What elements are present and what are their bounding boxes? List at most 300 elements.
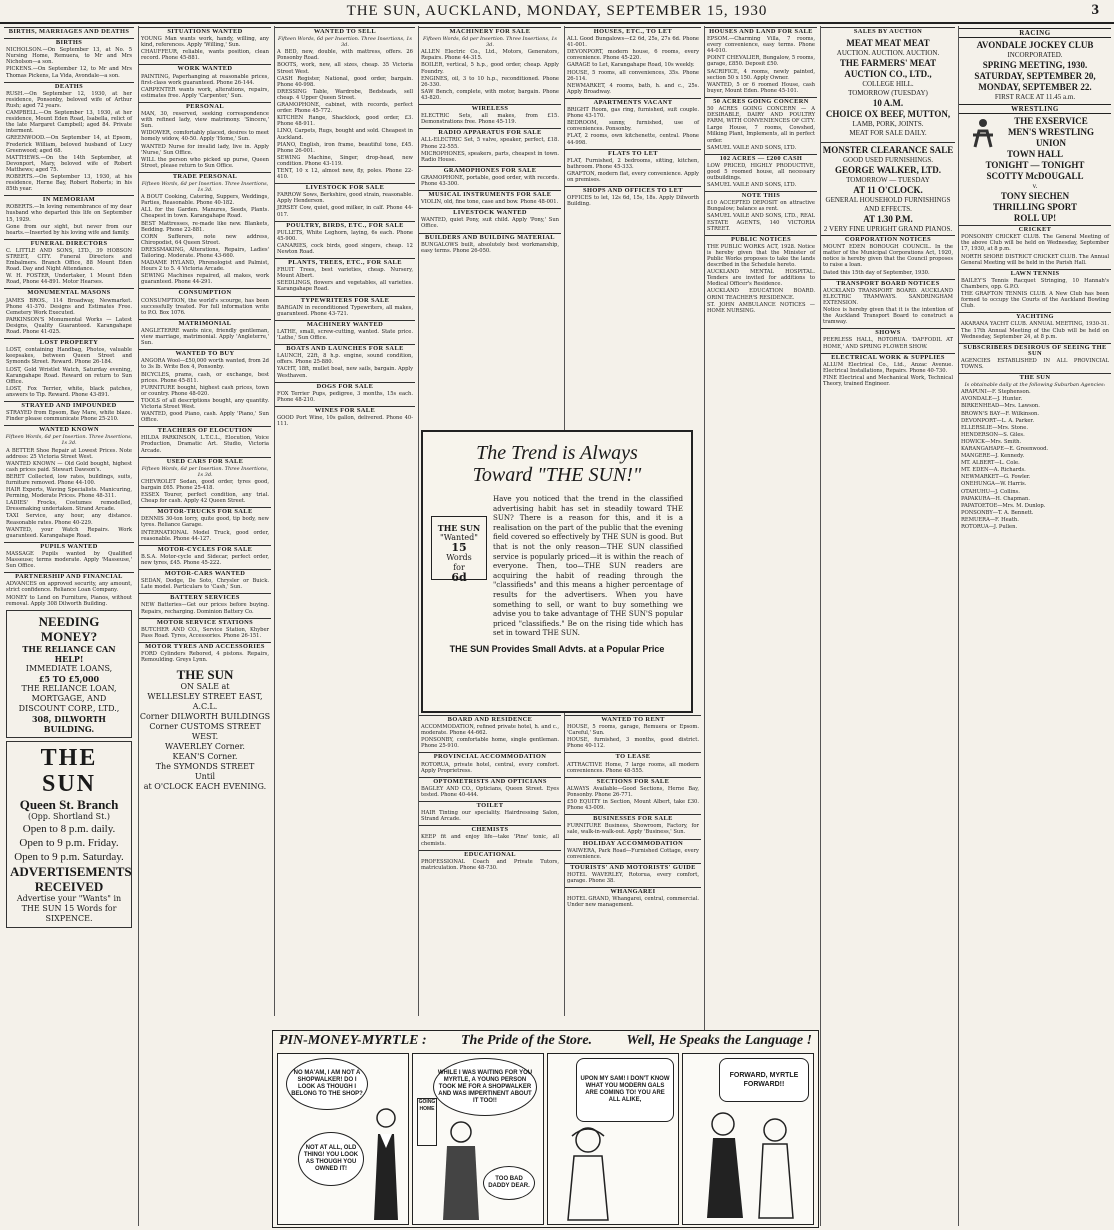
classified-ad: BEDROOM, sunny, furnished, use of conveniences. Ponsonby. [567, 120, 699, 133]
classified-ad: GREENWOOD.—On September 14, at Epsom, Frederick William, beloved husband of Lucy Greenwood; aged 68. [6, 135, 132, 154]
section-heading: TOURISTS' AND MOTORISTS' GUIDE [565, 863, 701, 871]
classified-ad: LOST, Gold Wristlet Watch, Saturday evening, Karangahape Road. Reward on return to Sun Office. [6, 366, 132, 385]
section-heading: WHANGAREI [565, 887, 701, 895]
section-heading: PUPILS WANTED [4, 542, 134, 550]
classified-ad: KEEP fit and enjoy life—take 'Pine' tonic, all chemists. [421, 834, 559, 847]
classified-ad: JAMES BROS., 114 Broadway, Newmarket. Phone 41-370. Designs and Estimates Free. Cemetery Work Executed. [6, 297, 132, 316]
classified-ad: FARROW Sows, Berkshire, good strain, reasonable. Apply Henderson. [277, 192, 413, 205]
col4b-section [419, 850, 561, 871]
col4-section [419, 27, 561, 101]
section-heading: PUBLIC NOTICES [705, 235, 817, 243]
col4-section [419, 104, 561, 125]
wrestling-ad [959, 116, 1111, 224]
col1-section [4, 27, 134, 35]
masthead [0, 0, 1114, 24]
classified-ad: CORN Sufferers, note new address, Chiropodist, 64 Queen Street. [141, 233, 269, 246]
section-heading: EDUCATIONAL [419, 850, 561, 858]
comic-panel-3 [547, 1053, 679, 1225]
classified-ad: ELECTRIC Sets, all makes, from £15. Demonstrations free. Phone 45-119. [421, 113, 559, 126]
section-heading: MOTOR-CYCLES FOR SALE [139, 545, 271, 553]
classified-ad: AUCKLAND EDUCATION BOARD. ORINI TEACHER'S RESIDENCE. [707, 288, 815, 301]
classified-ad: OFFICES to let, 12s 6d, 15s, 18s. Apply Dilworth Building. [567, 195, 699, 208]
trend-body: Have you noticed that the trend in the classified advertising habit has set in steadily toward THE SUN? There is a reason for this, and it is a realisation on the part of the public that the evening field covered so effectively by THE SUN is good. But that is not the only reason—THE SUN classified service is popularly priced—it is within the reach of everyone. Then, too—THE SUN readers are acquiring the habit of reading through the "classifieds" and this means a higher percentage of results for the advertisers. When you have something to sell, or want to buy something we advise you to take advantage of THE SUN'S popular priced "classifieds." Be on the rising tide which has set in toward THE SUN. [493, 494, 683, 638]
section-heading: YACHTING [959, 312, 1111, 320]
agent-line: KEAN'S Corner. [172, 752, 238, 762]
col1-section [4, 401, 134, 422]
classified-ad: ELLERSLIE—Mrs. Stone. [961, 424, 1028, 431]
col5b-section [565, 715, 701, 749]
panel-1-bubble-2: NOT AT ALL, OLD THING! YOU LOOK AS THOUGH YOU OWNED IT! [298, 1132, 364, 1186]
classified-ad: OTAHUHU—J. Collins. [961, 488, 1020, 495]
classified-ad: BARGAIN in reconditioned Typewriters, all makes, guaranteed. Phone 43-721. [277, 304, 413, 317]
trend-ad-box [421, 430, 693, 713]
agent-line: WAVERLEY Corner. [165, 742, 245, 752]
classified-ad: FURNITURE Business, Showroom, Factory, for sale, walk-in-walk-out. Apply 'Business,' Sun. [567, 823, 699, 836]
wrestling-l4: SCOTTY McDOUGALL [986, 171, 1084, 182]
classified-ad: ANGORA Wool—£50,000 worth wanted, from 2d to 3s lb. Write Box 4, Ponsonby. [141, 358, 269, 371]
wrestling-l1: THE EXSERVICE MEN'S WRESTLING UNION [1007, 116, 1095, 149]
col7b-section [821, 279, 955, 326]
classified-ad: SEEDLINGS, flowers and vegetables, all varieties. Karangahape Road. [277, 280, 413, 293]
section-heading: DOGS FOR SALE [275, 382, 415, 390]
section-heading: LIVESTOCK WANTED [419, 208, 561, 216]
section-heading: 50 ACRES GOING CONCERN [705, 97, 817, 105]
classified-ad: PONSONBY CRICKET CLUB. The General Meeting of the above Club will be held on Wednesday, September 17, 1930, at 8 p.m. [961, 234, 1109, 253]
meat-l2: AUCTION. AUCTION. AUCTION. [836, 49, 940, 58]
section-heading: PROVINCIAL ACCOMMODATION [419, 752, 561, 760]
classified-ad: ACCOMMODATION, refined private hotel, h. and c., moderate. Phone 44-662. [421, 724, 559, 737]
column-7-lower-sections [821, 235, 955, 387]
classified-ad: FRUIT Trees, best varieties, cheap. Nursery, Mount Albert. [277, 267, 413, 280]
classified-ad: A BED, new, double, with mattress, offers. 26 Ponsonby Road. [277, 49, 413, 62]
col8-section [959, 225, 1111, 266]
classified-ad: ALL-ELECTRIC Set, 5 valve, speaker, perfect, £18. Phone 22-555. [421, 137, 559, 150]
section-heading: WORK WANTED [139, 64, 271, 72]
col2-section [139, 507, 271, 541]
wrestling-l2: TOWN HALL [1006, 149, 1064, 160]
classified-ad: PAPATOETOE—Mrs. M. Dunlop. [961, 502, 1046, 509]
wanted-l3: 15 [451, 541, 467, 554]
col1-section [4, 542, 134, 569]
col5b-section [565, 777, 701, 811]
col8-section [959, 269, 1111, 310]
col2-section [139, 102, 271, 169]
section-heading: CHEMISTS [419, 825, 561, 833]
section-heading: SALES BY AUCTION [821, 27, 955, 35]
classified-ad: HOUSE, 5 rooms, all conveniences, 35s. Phone 26-114. [567, 69, 699, 82]
classified-ad: MADAME HYLAND, Phrenologist and Palmist, Hours 2 to 5. 4 Victoria Arcade. [141, 260, 269, 273]
classified-ad: ESSEX Tourer, perfect condition, any trial. Cheap for cash. Apply 42 Queen Street. [141, 492, 269, 505]
classified-ad: WANTED, 5 or 6 roomed House, cash buyer, Mount Eden. Phone 45-101. [707, 81, 815, 94]
clear-l2: GOOD USED FURNISHINGS. [842, 156, 934, 165]
classified-ad: YOUNG Man wants work, handy, willing, any kind, references. Apply 'Willing,' Sun. [141, 36, 269, 49]
meat-l9: MEAT FOR SALE DAILY. [849, 129, 927, 138]
col1-section [4, 82, 134, 193]
col5b-section [565, 752, 701, 773]
col2-section [139, 618, 271, 639]
section-heading: ELECTRICAL WORK & SUPPLIES [821, 353, 955, 361]
section-heading: OPTOMETRISTS AND OPTICIANS [419, 777, 561, 785]
classified-ad: BAGLEY AND CO., Opticians, Queen Street. Eyes tested. Phone 40-444. [421, 785, 559, 798]
section-heading: CRICKET [959, 225, 1111, 233]
racing-l2: INCORPORATED. [1007, 51, 1063, 60]
classified-ad: SAMUEL VAILE AND SONS, LTD. [707, 144, 797, 151]
classified-ad: BEST Mattresses, re-made like new. Blankets, Bedding. Phone 22-881. [141, 220, 269, 233]
classified-ad: ADVANCES on approved security, any amount, strict confidence. Reliance Loan Company. [6, 581, 132, 594]
classified-ad: HAIR Experts, Waving Specialists. Manicuring, Perming, Moderate Prices. Phone 48-311. [6, 487, 132, 500]
section-heading: SHOWS [821, 328, 955, 336]
reliance-loan-ad [6, 610, 132, 738]
daddy-figure-icon [437, 1118, 485, 1222]
col1-section [4, 38, 134, 79]
section-heading: CORPORATION NOTICES [821, 235, 955, 243]
col4b-section [419, 801, 561, 822]
section-heading: WINES FOR SALE [275, 406, 415, 414]
classified-ad: A BOUT Cooking, Catering, Suppers, Weddings, Parties, Reasonable. Phone 40-182. [141, 194, 269, 207]
meat-l8: LAMB, PORK, JOINTS. [852, 120, 924, 129]
classified-ad: GRAFTON, modern flat, every convenience. Apply on premises. [567, 170, 699, 183]
branch-hours-2: Open to 9 p.m. Friday. [19, 836, 119, 849]
classified-ad: HOUSE, 5 rooms, garage, Remuera or Epsom. 'Careful,' Sun. [567, 724, 699, 737]
classified-ad: ST. JOHN AMBULANCE NOTICES — HOME NURSING. [707, 301, 815, 314]
trend-title-1: The Trend is Always [476, 442, 638, 464]
classified-ad: ROBERTS.—On September 13, 1930, at his residence, Herne Bay, Robert Roberts; in his 85th year. [6, 173, 132, 193]
col5b-section [565, 814, 701, 835]
classified-ad: ALLEN Electric Co., Ltd., Motors, Generators, Repairs. Phone 44-315. [421, 49, 559, 62]
col5b-section [565, 863, 701, 884]
branch-hours-1: Open to 8 p.m. daily. [22, 822, 116, 835]
classified-ad: SACRIFICE, 4 rooms, newly painted, section 50 x 150. Apply Owner. [707, 68, 815, 81]
classified-ad: MONEY to Lend on Furniture, Pianos, without removal. Apply 308 Dilworth Building. [6, 594, 132, 607]
classified-ad: FURNITURE bought, highest cash prices, town or country. Phone 48-020. [141, 384, 269, 397]
col2-section [139, 426, 271, 453]
section-heading: 102 ACRES — £200 CASH [705, 154, 817, 162]
classified-ad: PEERLESS HALL, ROTORUA. 'DAFFODIL AT HOME,' AND SPRING FLOWER SHOW. [823, 337, 953, 350]
col2-section [139, 349, 271, 423]
wrestler-icon [969, 117, 997, 149]
section-heading: TRADE PERSONAL [139, 172, 271, 180]
col7b-section [821, 235, 955, 276]
column-4-sections [419, 26, 561, 422]
wrestling-l5: v. [1032, 182, 1038, 191]
shopwalker-figure-icon [366, 1104, 406, 1222]
classified-ad: REMUERA—F. Heath. [961, 516, 1019, 523]
col4b-section [419, 777, 561, 798]
section-heading: MACHINERY FOR SALE [419, 27, 561, 35]
trend-title-2: Toward "THE SUN!" [472, 464, 642, 486]
branch-title: THE SUN [40, 744, 98, 797]
wrestling-l7: THRILLING SPORT [993, 202, 1077, 213]
col5-section [565, 98, 701, 146]
section-heading: BUSINESSES FOR SALE [565, 814, 701, 822]
comic-panel-1 [277, 1053, 409, 1225]
col1-section [4, 288, 134, 335]
racing-l6: FIRST RACE AT 11.45 a.m. [994, 93, 1076, 102]
column-3-sections [275, 27, 415, 427]
col5b-section [565, 839, 701, 860]
wrestling-l6: TONY SIECHEN [1000, 191, 1070, 202]
classified-ad: SAMUEL VAILE AND SONS, LTD., REAL ESTATE AGENTS, 140 VICTORIA STREET. [707, 213, 815, 232]
classified-ad: £10 ACCEPTED DEPOSIT on attractive Bungalow; balance as rent. [707, 200, 815, 213]
agent-line: The SYMONDS STREET [155, 762, 255, 772]
col3-section [275, 258, 415, 292]
section-heading: MOTOR-TRUCKS FOR SALE [139, 507, 271, 515]
classified-ad: AKARANA YACHT CLUB. ANNUAL MEETING, 1930-31. The 17th Annual Meeting of the Club will be held on Wednesday, September 24, at 8 p.m. [961, 321, 1109, 340]
column-8-sections [959, 225, 1111, 530]
col1-section [4, 425, 134, 539]
section-heading: MATRIMONIAL [139, 319, 271, 327]
column-2-sections [139, 27, 271, 663]
section-heading: STRAYED AND IMPOUNDED [4, 401, 134, 409]
section-heading: WANTED KNOWN [4, 425, 134, 433]
section-heading: PLANTS, TREES, ETC., FOR SALE [275, 258, 415, 266]
panel-2-sign: GOING HOME [417, 1098, 437, 1146]
section-heading: GRAMOPHONES FOR SALE [419, 166, 561, 174]
classified-ad: ALLUM Electrical Co., Ltd., Anzac Avenue. Electrical Installations, Repairs. Phone 40-730. [823, 361, 953, 374]
section-heading: BUILDERS AND BUILDING MATERIAL [419, 233, 561, 241]
meat-auction-ad [821, 38, 955, 138]
classified-ad: WANTED, quiet Pony, suit child. Apply 'Pony,' Sun Office. [421, 217, 559, 230]
clearance-sale-ad [821, 142, 955, 234]
col8-section [959, 343, 1111, 370]
meat-l3: THE FARMERS' MEAT AUCTION CO., LTD., [839, 58, 937, 80]
col7-section [821, 27, 955, 35]
panel-3-bubble-1: UPON MY SAM! I DON'T KNOW WHAT YOU MODERN GALS ARE COMING TO! YOU ARE ALL ALIKE, [576, 1058, 674, 1122]
col8-section [959, 373, 1111, 530]
classified-ad: BOOTS, work, new, all sizes, cheap. 35 Victoria Street West. [277, 62, 413, 75]
col6-section [705, 154, 817, 188]
col6-section [705, 235, 817, 314]
classified-ad: HOTEL WAVERLEY, Rotorua, every comfort, garage. Phone 38. [567, 871, 699, 884]
panel-2-bubble-1: WHILE I WAS WAITING FOR YOU MYRTLE, A YOUNG PERSON TOOK ME FOR A SHOPWALKER AND WAS IMPERTINENT ABOUT IT TOO!! [433, 1058, 537, 1116]
classified-ad: SEWING Machine, Singer, drop-head, new condition. Phone 43-119. [277, 154, 413, 167]
classified-ad: MANGERE—J. Kennedy. [961, 453, 1025, 460]
masthead-title: THE SUN, AUCKLAND, MONDAY, SEPTEMBER 15, 1930 [346, 2, 768, 19]
classified-ad: HENDERSON—S. Giles. [961, 431, 1025, 438]
section-heading: SUBSCRIBERS DESIROUS OF SEEING THE SUN [959, 343, 1111, 357]
col3-section [275, 221, 415, 255]
classified-ad: BIRKENHEAD—Mrs. Lawson. [961, 403, 1040, 410]
classified-ad: ROTORUA, private hotel, central, every comfort. Apply Proprietress. [421, 761, 559, 774]
classified-ad: CONSUMPTION, the world's scourge, has been successfully treated. For full information write to P.O. Box 1076. [141, 297, 269, 316]
section-heading: LAWN TENNIS [959, 269, 1111, 277]
branch-sub: Queen St. Branch [19, 796, 119, 812]
col6-section [705, 97, 817, 151]
racing-l4: SATURDAY, SEPTEMBER 20, [974, 71, 1096, 82]
classified-ad: LADIES' Frocks, Costumes remodelled, Dressmaking undertaken. Strand Arcade. [6, 500, 132, 513]
section-heading: TEACHERS OF ELOCUTION [139, 426, 271, 434]
myrtle-figure-icon [693, 1108, 803, 1220]
classified-ad: BAILEY'S Tennis Racquet Stringing, 10 Hannah's Chambers, opp. G.P.O. [961, 277, 1109, 290]
col4-section [419, 208, 561, 229]
classified-ad: MOUNT EDEN BOROUGH COUNCIL. In the matter of the Municipal Corporations Act, 1920, notice is hereby given that the Council proposes to raise a loan. [823, 244, 953, 269]
col1-section [4, 195, 134, 236]
section-heading: FLATS TO LET [565, 149, 701, 157]
column-3 [274, 26, 415, 1016]
classified-ad: MICROPHONES, speakers, parts, cheapest in town. Radio House. [421, 150, 559, 163]
classified-ad: AUCKLAND TRANSPORT BOARD. AUCKLAND ELECTRIC TRAMWAYS. SANDRINGHAM EXTENSION. [823, 287, 953, 306]
reliance-l5: £5 TO £5,000 [38, 673, 100, 684]
classified-ad: CHAUFFEUR, reliable, wants position, clean record. Phone 45-881. [141, 49, 269, 62]
section-heading: MUSICAL INSTRUMENTS FOR SALE [419, 190, 561, 198]
section-heading: MOTOR-CARS WANTED [139, 569, 271, 577]
classified-ad: STRAYED from Epsom, Bay Mare, white blaze. Finder please communicate Phone 25-210. [6, 410, 132, 423]
classified-ad: KITCHEN Range, Shacklock, good order, £3. Phone 48-911. [277, 115, 413, 128]
comic-cap-mid: The Pride of the Store. [460, 1033, 593, 1048]
section-heading: SHOPS AND OFFICES TO LET [565, 186, 701, 194]
wrestling-l3: TONIGHT — TONIGHT [985, 160, 1085, 171]
classified-ad: GRAMOPHONE, portable, good order, with records. Phone 43-300. [421, 174, 559, 187]
reliance-l4: IMMEDIATE LOANS, [25, 663, 113, 673]
col1-section [4, 572, 134, 606]
column-5-lower-sections [565, 715, 701, 908]
classified-ad: PAINTING, Paperhanging at reasonable prices, first-class work guaranteed. Phone 26-144. [141, 73, 269, 86]
classified-ad: EPSOM.—Charming Villa, 7 rooms, every convenience, easy terms. Phone 44-010. [707, 36, 815, 55]
col2-section [139, 545, 271, 566]
col3-section [275, 382, 415, 403]
col4b-section [419, 715, 561, 749]
classified-ad: LATHE, small, screw-cutting, wanted. State price. 'Lathe,' Sun Office. [277, 328, 413, 342]
col2-section [139, 457, 271, 505]
classified-ad: TOOLS of all descriptions bought, any quantity. Victoria Street West. [141, 397, 269, 410]
col1-section [4, 239, 134, 286]
classified-ad: Dated this 15th day of September, 1930. [823, 269, 930, 276]
classified-ad: SEDAN, Dodge, De Soto, Chrysler or Buick. Late model. Particulars to 'Cash,' Sun. [141, 578, 269, 591]
classified-ad: FORD Cylinders Rebored, 4 pistons. Repairs, Remoulding. Greys Lynn. [141, 650, 269, 664]
classified-ad: FINE Electrical and Mechanical Work, Technical Theory, trained Engineer. [823, 374, 953, 387]
comic-strip [272, 1030, 819, 1228]
classified-ad: HOUSE, furnished, 3 months, good district. Phone 40-112. [567, 737, 699, 750]
wanted-price-box [431, 516, 487, 584]
classified-ad: BRIGHT Room, gas ring, furnished, suit couple. Phone 43-170. [567, 107, 699, 120]
col4-section [419, 166, 561, 187]
section-rate-note: Fifteen Words, 6d per Insertion. Three Insertions, 1s 3d. [141, 180, 269, 194]
meat-l7: CHOICE OX BEEF, MUTTON, [825, 109, 951, 120]
wrestling-l8: ROLL UP! [1013, 213, 1057, 224]
classified-ad: KARANGAHAPE—E. Greenwood. [961, 446, 1049, 452]
classified-ad: FLAT, Furnished, 2 bedrooms, sitting, kitchen, bathroom. Phone 45-333. [567, 157, 699, 170]
section-rate-note: Is obtainable daily at the following Suburban Agencies: [964, 382, 1106, 389]
racing-heading: RACING [959, 28, 1111, 38]
classified-ad: CHEVROLET Sedan, good order, tyres good, bargain £65. Phone 25-418. [141, 478, 269, 491]
classified-ad: ALL Good Bungalows—£2 6d, 25s, 27s 6d. Phone 41-001. [567, 36, 699, 49]
clear-l8: 2 VERY FINE UPRIGHT GRAND PIANOS. [823, 225, 953, 234]
classified-ad: AGENCIES ESTABLISHED IN ALL PROVINCIAL TOWNS. [961, 357, 1109, 370]
reliance-l3: THE RELIANCE CAN HELP! [22, 643, 116, 664]
section-heading: IN MEMORIAM [4, 195, 134, 203]
classified-ad: TENT, 10 x 12, almost new, fly, poles. Phone 22-410. [277, 167, 413, 181]
classified-ad: BROWN'S BAY—F. Wilkinson. [961, 410, 1039, 417]
classified-ad: W. H. FOSTER, Undertaker, 1 Mount Eden Road, Phone 44-891. Motor Hearses. [6, 273, 132, 286]
wanted-l6: 6d [451, 571, 467, 584]
classified-ad: PULLETS, White Leghorn, laying, 6s each. Phone 45-900. [277, 229, 413, 242]
classified-ad: ANGLETERRE wants nice, friendly gentleman, view marriage, matrimonial. Apply 'Angleterre,' Sun. [141, 327, 269, 347]
meat-l1: MEAT MEAT MEAT [846, 38, 930, 49]
classified-ad: GRAMOPHONE, cabinet, with records, perfect order. Phone 45-772. [277, 102, 413, 115]
racing-l3: SPRING MEETING, 1930. [982, 60, 1088, 71]
col3-section [275, 344, 415, 378]
classified-ad: ARAPUNI—F. Stephenson. [961, 389, 1031, 396]
column-6-sections [705, 27, 817, 314]
classified-ad: TAXI Service, any hour, any distance. Reasonable rates. Phone 40-229. [6, 513, 132, 526]
clear-l6: GENERAL HOUSEHOLD FURNISHINGS AND EFFECTS. [825, 196, 951, 214]
col2-section [139, 64, 271, 98]
col4b-section [419, 825, 561, 846]
classified-ad: £50 EQUITY in Section, Mount Albert, take £30. Phone 43-009. [567, 799, 699, 812]
classified-ad: WILL the person who picked up purse, Queen Street, please return to Sun Office. [141, 156, 269, 169]
classified-ad: PARKINSON'S Monumental Works — Latest Designs, Quality Guaranteed. Karangahape Road. Phone 41-025. [6, 316, 132, 336]
col6-section [705, 27, 817, 94]
col3-section [275, 320, 415, 341]
col4-section [419, 190, 561, 205]
wanted-l4: Words [446, 553, 472, 562]
section-rate-note: Fifteen Words, 6d per Insertion. Three Insertions, 1s 3d. [423, 36, 557, 49]
classified-ad: DRESSING Table, Wardrobe, Bedsteads, sell cheap. 4 Upper Queen Street. [277, 88, 413, 101]
classified-ad: POINT CHEVALIER, Bungalow, 5 rooms, garage, £850. Deposit £50. [707, 55, 815, 68]
comic-cap-right: Well, He Speaks the Language ! [626, 1033, 812, 1048]
classified-ad: CANARIES, cock birds, good singers, cheap. 12 Newton Road. [277, 242, 413, 255]
classified-ad: WIDOWER, comfortably placed, desires to meet homely widow, 40-50. Apply 'Home,' Sun. [141, 130, 269, 143]
classified-ad: MATTHEWS.—On the 14th September, at Devonport, Mary, beloved wife of Robert Matthews; aged 75. [6, 154, 132, 173]
section-heading: BIRTHS [4, 38, 134, 46]
column-2 [138, 26, 271, 1226]
section-heading: HOUSES AND LAND FOR SALE [705, 27, 817, 35]
col2-section [139, 288, 271, 315]
classified-ad: NICHOLSON.—On September 13, at No. 5 Nursing Home, Remuera, to Mr and Mrs Nicholson—a son. [6, 47, 132, 66]
comic-panel-4 [682, 1053, 814, 1225]
section-heading: POULTRY, BIRDS, ETC., FOR SALE [275, 221, 415, 229]
section-heading: BATTERY SERVICES [139, 593, 271, 601]
section-heading: BIRTHS, MARRIAGES AND DEATHS [4, 27, 134, 35]
classified-ad: LINO, Carpets, Rugs, bought and sold. Cheapest in Auckland. [277, 128, 413, 141]
classified-ad: WANTED, good Piano, cash. Apply 'Piano,' Sun Office. [141, 411, 269, 424]
classified-ad: C. LITTLE AND SONS, LTD., 39 HOBSON STREET, CITY. Funeral Directors and Embalmers. Branch Office, 88 Mount Eden Road. Day and Night Attendance. [6, 247, 132, 273]
classified-ad: Large House, 7 rooms, Cowshed, Milking Plant, Implements, all in perfect order. [707, 125, 815, 144]
agent-line: Until [194, 772, 216, 782]
column-7 [820, 26, 955, 1226]
section-rate-note: Fifteen Words, 6d per Insertion. Three Insertions, 1s 3d. [278, 36, 412, 49]
col2-section [139, 642, 271, 663]
col5-section [565, 149, 701, 183]
sun-agents-box [139, 667, 271, 792]
section-heading: TRANSPORT BOARD NOTICES [821, 279, 955, 287]
classified-ad: ALWAYS Available—Good Sections, Herne Bay, Ponsonby. Phone 26-771. [567, 785, 699, 798]
section-heading: CONSUMPTION [139, 288, 271, 296]
classified-ad: HOWICK—Mrs. Smith. [961, 438, 1022, 445]
racing-l5: MONDAY, SEPTEMBER 22. [978, 82, 1092, 93]
section-heading: WIRELESS [419, 104, 561, 112]
col5b-section [565, 887, 701, 908]
classified-ad: AUCKLAND MENTAL HOSPITAL. Tenders are invited for additions to Medical Officer's Residence. [707, 269, 815, 288]
classified-ad: PIANO, English, iron frame, beautiful tone, £45. Phone 26-001. [277, 141, 413, 154]
meat-l6: 10 A.M. [872, 98, 904, 109]
col2-section [139, 27, 271, 61]
classified-ad: PONSONBY, comfortable home, single gentleman. Phone 25-910. [421, 737, 559, 750]
section-heading: HOUSES, ETC., TO LET [565, 27, 701, 35]
classified-ad: VIOLIN, old, fine tone, case and bow. Phone 48-001. [421, 199, 559, 206]
trend-footer: THE SUN Provides Small Advts. at a Popular Price [449, 643, 665, 654]
classified-ad: Notice is hereby given that it is the intention of the Auckland Transport Board to construct a tramway. [823, 307, 953, 326]
classified-ad: GOOD Port Wine, 10s gallon, delivered. Phone 40-111. [277, 414, 413, 428]
branch-adv-2: RECEIVED [34, 878, 104, 894]
panel-1-bubble-1: NO MA'AM, I AM NOT A SHOPWALKER! DO I LOOK AS THOUGH I BELONG TO THE SHOP? [286, 1058, 368, 1110]
section-heading: LOST PROPERTY [4, 338, 134, 346]
branch-hours-3: Open to 9 p.m. Saturday. [14, 850, 124, 863]
classified-ad: WAIWERA, Park Road—Furnished Cottage, every convenience. [567, 847, 699, 860]
section-heading: SECTIONS FOR SALE [565, 777, 701, 785]
col8-section [959, 312, 1111, 339]
classified-ad: CARPENTER wants work, alterations, repairs, estimates free. Apply 'Carpenter,' Sun. [141, 86, 269, 99]
